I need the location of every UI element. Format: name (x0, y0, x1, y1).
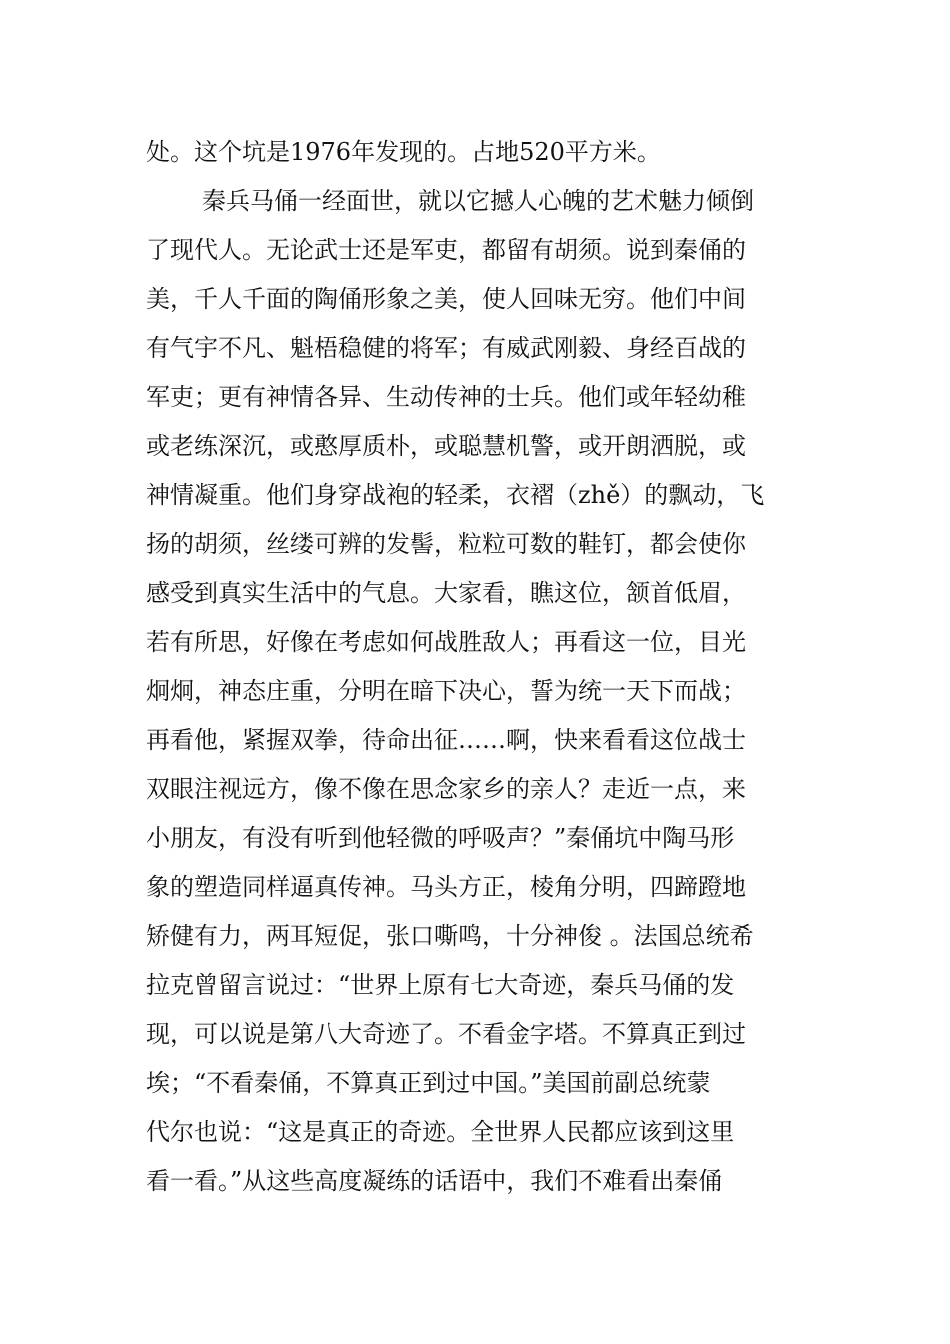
text-line: 处。这个坑是1976年发现的。占地520平方米。 (146, 138, 661, 166)
text-line: 感受到真实生活中的气息。大家看，瞧这位，颔首低眉， (146, 579, 746, 607)
text-line: 或老练深沉，或憨厚质朴，或聪慧机警，或开朗洒脱，或 (146, 432, 746, 460)
text-line: 埃；“不看秦俑，不算真正到过中国。”美国前副总统蒙 (146, 1069, 711, 1097)
text-line: 现，可以说是第八大奇迹了。不看金字塔。不算真正到过 (146, 1020, 746, 1048)
text-line: 双眼注视远方，像不像在思念家乡的亲人？走近一点，来 (146, 775, 746, 803)
text-line: 美，千人千面的陶俑形象之美，使人回味无穷。他们中间 (146, 285, 746, 313)
text-line: 拉克曾留言说过：“世界上原有七大奇迹，秦兵马俑的发 (146, 971, 735, 999)
text-line: 有气宇不凡、魁梧稳健的将军；有威武刚毅、身经百战的 (146, 334, 746, 362)
text-line: 小朋友，有没有听到他轻微的呼吸声？”秦俑坑中陶马形 (146, 824, 735, 852)
text-line: 代尔也说：“这是真正的奇迹。全世界人民都应该到这里 (146, 1118, 735, 1146)
text-line: 再看他，紧握双拳，待命出征……啊，快来看看这位战士 (146, 726, 746, 754)
text-line: 扬的胡须，丝缕可辨的发髻，粒粒可数的鞋钉，都会使你 (146, 530, 746, 558)
text-line: 了现代人。无论武士还是军吏，都留有胡须。说到秦俑的 (146, 236, 746, 264)
text-line: 矫健有力，两耳短促，张口嘶鸣，十分神俊 。法国总统希 (146, 922, 754, 950)
body-text (146, 128, 806, 1206)
text-line: 象的塑造同样逼真传神。马头方正，棱角分明，四蹄蹬地 (146, 873, 746, 901)
paragraph-start-line: 秦兵马俑一经面世，就以它撼人心魄的艺术魅力倾倒 (202, 187, 754, 215)
text-line: 看一看。”从这些高度凝练的话语中，我们不难看出秦俑 (146, 1167, 723, 1195)
text-line: 若有所思，好像在考虑如何战胜敌人；再看这一位，目光 (146, 628, 746, 656)
text-line: 神情凝重。他们身穿战袍的轻柔，衣褶（zhě）的飘动，飞 (146, 481, 765, 509)
text-line: 炯炯，神态庄重，分明在暗下决心，誓为统一天下而战； (146, 677, 746, 705)
text-line: 军吏；更有神情各异、生动传神的士兵。他们或年轻幼稚 (146, 383, 746, 411)
